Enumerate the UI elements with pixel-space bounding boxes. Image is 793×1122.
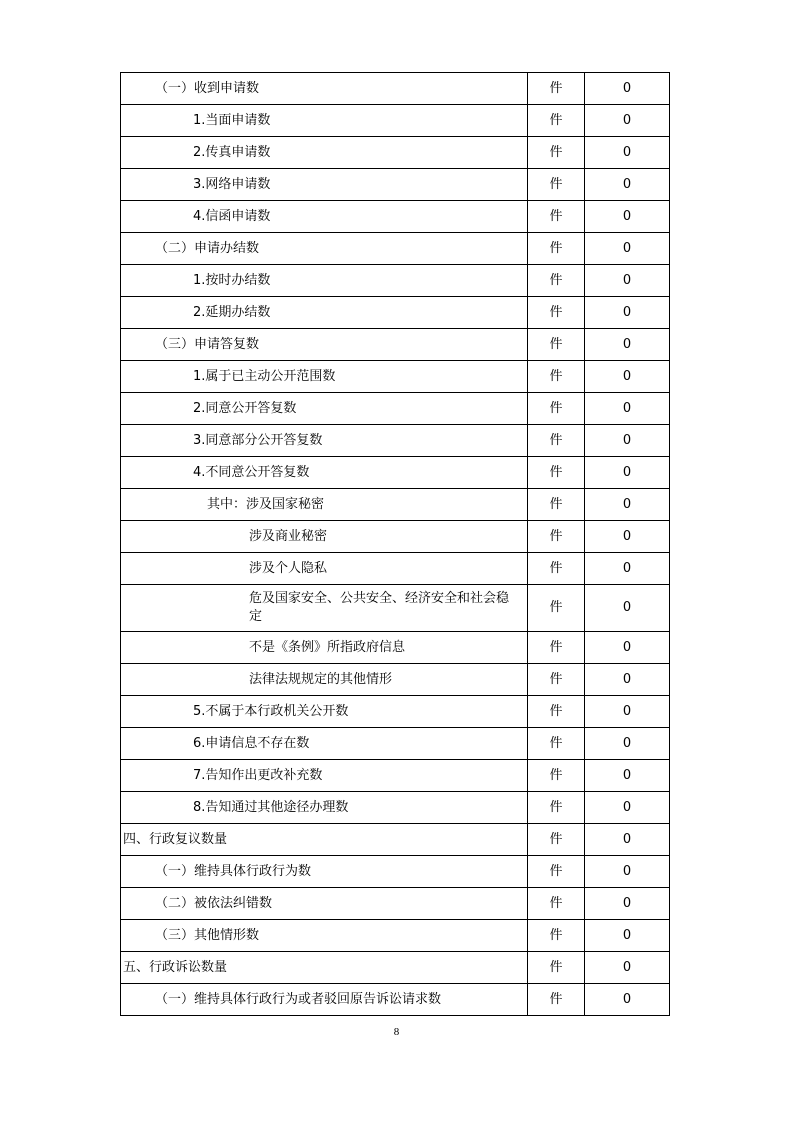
row-value: 0 (585, 585, 670, 632)
row-label: 2.传真申请数 (121, 137, 528, 169)
row-label: 危及国家安全、公共安全、经济安全和社会稳定 (121, 585, 528, 632)
row-value: 0 (585, 792, 670, 824)
row-unit: 件 (528, 233, 585, 265)
table-row (121, 297, 670, 329)
table-row (121, 888, 670, 920)
row-label: 1.属于已主动公开范围数 (121, 361, 528, 393)
row-label: 4.不同意公开答复数 (121, 457, 528, 489)
row-label: （二）申请办结数 (121, 233, 528, 265)
row-value: 0 (585, 105, 670, 137)
row-unit: 件 (528, 984, 585, 1016)
row-unit: 件 (528, 137, 585, 169)
row-label: 2.延期办结数 (121, 297, 528, 329)
row-label: 3.网络申请数 (121, 169, 528, 201)
row-label: 五、行政诉讼数量 (121, 952, 528, 984)
page-number: 8 (393, 1026, 400, 1038)
row-value: 0 (585, 393, 670, 425)
row-unit: 件 (528, 73, 585, 105)
row-label: 7.告知作出更改补充数 (121, 760, 528, 792)
table-row (121, 664, 670, 696)
table-row (121, 728, 670, 760)
row-unit: 件 (528, 760, 585, 792)
row-label: 8.告知通过其他途径办理数 (121, 792, 528, 824)
row-value: 0 (585, 728, 670, 760)
row-unit: 件 (528, 105, 585, 137)
row-unit: 件 (528, 585, 585, 632)
row-label: 5.不属于本行政机关公开数 (121, 696, 528, 728)
row-value: 0 (585, 521, 670, 553)
row-label: 涉及商业秘密 (121, 521, 528, 553)
row-value: 0 (585, 824, 670, 856)
row-label: （一）维持具体行政行为或者驳回原告诉讼请求数 (121, 984, 528, 1016)
table-row (121, 425, 670, 457)
row-unit: 件 (528, 265, 585, 297)
row-unit: 件 (528, 728, 585, 760)
row-unit: 件 (528, 521, 585, 553)
row-unit: 件 (528, 297, 585, 329)
row-value: 0 (585, 137, 670, 169)
row-label: 6.申请信息不存在数 (121, 728, 528, 760)
row-value: 0 (585, 984, 670, 1016)
row-value: 0 (585, 553, 670, 585)
table-row (121, 105, 670, 137)
row-unit: 件 (528, 920, 585, 952)
table-row (121, 792, 670, 824)
row-value: 0 (585, 760, 670, 792)
table-row (121, 201, 670, 233)
row-unit: 件 (528, 553, 585, 585)
row-label: 其中：涉及国家秘密 (121, 489, 528, 521)
table-row (121, 233, 670, 265)
row-value: 0 (585, 489, 670, 521)
row-label: （三）其他情形数 (121, 920, 528, 952)
row-label: 1.按时办结数 (121, 265, 528, 297)
row-unit: 件 (528, 952, 585, 984)
row-value: 0 (585, 664, 670, 696)
row-label: 1.当面申请数 (121, 105, 528, 137)
table-row (121, 73, 670, 105)
table-row (121, 457, 670, 489)
row-value: 0 (585, 920, 670, 952)
table-row (121, 489, 670, 521)
table-row (121, 760, 670, 792)
row-label: （二）被依法纠错数 (121, 888, 528, 920)
row-value: 0 (585, 361, 670, 393)
table-row (121, 696, 670, 728)
table-row (121, 553, 670, 585)
row-value: 0 (585, 201, 670, 233)
statistics-table (120, 72, 670, 1016)
row-label: 法律法规规定的其他情形 (121, 664, 528, 696)
row-value: 0 (585, 888, 670, 920)
row-label: （一）维持具体行政行为数 (121, 856, 528, 888)
row-unit: 件 (528, 329, 585, 361)
row-unit: 件 (528, 361, 585, 393)
table-row (121, 585, 670, 632)
table-row (121, 952, 670, 984)
table-row (121, 856, 670, 888)
row-label: （一）收到申请数 (121, 73, 528, 105)
row-value: 0 (585, 457, 670, 489)
row-unit: 件 (528, 792, 585, 824)
row-value: 0 (585, 952, 670, 984)
row-unit: 件 (528, 856, 585, 888)
row-label: 四、行政复议数量 (121, 824, 528, 856)
row-value: 0 (585, 297, 670, 329)
table-row (121, 265, 670, 297)
table-row (121, 361, 670, 393)
table-row (121, 137, 670, 169)
row-unit: 件 (528, 664, 585, 696)
row-value: 0 (585, 632, 670, 664)
row-unit: 件 (528, 888, 585, 920)
table-row (121, 632, 670, 664)
row-label: 不是《条例》所指政府信息 (121, 632, 528, 664)
table-row (121, 521, 670, 553)
table-row (121, 329, 670, 361)
row-unit: 件 (528, 489, 585, 521)
row-label: 3.同意部分公开答复数 (121, 425, 528, 457)
row-unit: 件 (528, 824, 585, 856)
row-label: 2.同意公开答复数 (121, 393, 528, 425)
table-row (121, 824, 670, 856)
row-value: 0 (585, 73, 670, 105)
row-value: 0 (585, 696, 670, 728)
row-unit: 件 (528, 457, 585, 489)
row-unit: 件 (528, 201, 585, 233)
table-row (121, 169, 670, 201)
row-unit: 件 (528, 169, 585, 201)
row-value: 0 (585, 856, 670, 888)
row-unit: 件 (528, 393, 585, 425)
table-row (121, 920, 670, 952)
row-label: 涉及个人隐私 (121, 553, 528, 585)
row-value: 0 (585, 425, 670, 457)
row-label: 4.信函申请数 (121, 201, 528, 233)
table-row (121, 393, 670, 425)
row-unit: 件 (528, 696, 585, 728)
row-unit: 件 (528, 425, 585, 457)
row-value: 0 (585, 233, 670, 265)
row-label: （三）申请答复数 (121, 329, 528, 361)
row-value: 0 (585, 169, 670, 201)
row-value: 0 (585, 265, 670, 297)
table-row (121, 984, 670, 1016)
row-value: 0 (585, 329, 670, 361)
row-unit: 件 (528, 632, 585, 664)
